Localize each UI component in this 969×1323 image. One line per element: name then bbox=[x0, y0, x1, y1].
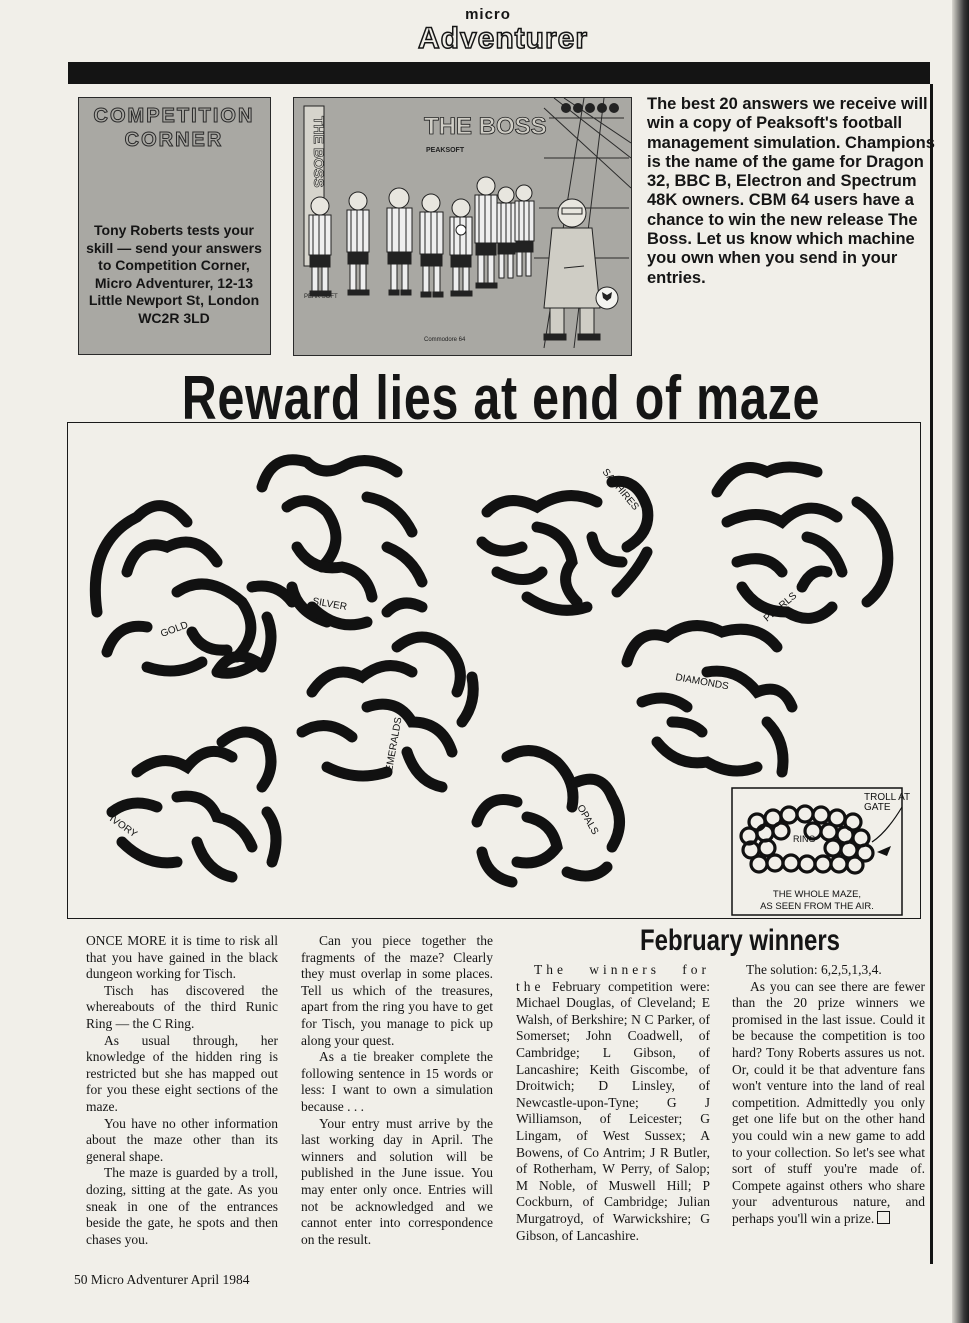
label-opals: OPALS bbox=[574, 803, 601, 837]
inset-caption-2: AS SEEN FROM THE AIR. bbox=[760, 901, 874, 912]
competition-corner-text: Tony Roberts tests your skill — send your answers to Competition Corner, Micro Adventurer, 12-13 Little Newport St, London WC2R 3LD bbox=[86, 222, 262, 326]
the-boss-artwork bbox=[294, 98, 631, 355]
title-line-2: CORNER bbox=[124, 129, 224, 151]
label-gold: GOLD bbox=[159, 619, 190, 640]
inset-caption-1: THE WHOLE MAZE, bbox=[772, 889, 862, 900]
the-boss-illustration bbox=[293, 97, 632, 356]
article-paragraph: Tisch has discovered the whereabouts of the third Runic Ring — the C Ring. bbox=[86, 982, 278, 1031]
february-winners-heading: February winners bbox=[639, 924, 841, 957]
maze-gold bbox=[95, 506, 292, 674]
winners-list: February competition were: Michael Douglas, of Cleveland; E Walsh, of Berkshire; N C Parker, of Somerset; John Coadwell, of Cambridge; L Gibson, of Lancashire; Keith Giscombe, of Droitwich; D Linsley, of Newcastle-upon-Tyne; G J Williamson, of Leicester; G Lingam, of West Sussex; A Bowens, of Co Antrim; J R Butler, of Rotherham, W Perry, of Salop; M Noble, of Muswell Hill; P Cockburn, of Cambridge; Julian Murgatroyd, of Warwickshire; G Gibson, of Lancashire. bbox=[516, 978, 711, 1243]
winners-intro: The winners for the bbox=[516, 962, 710, 994]
maze-ivory bbox=[112, 732, 276, 877]
article-column-1 bbox=[86, 933, 278, 1248]
closing-text: As you can see there are fewer than the 20 prize winners we promised in the last issue. Could it be because the competition is too hard? Tony Roberts assures us not. Or, could it be that adventure fans won't venture into the land of real competition. Admittedly you only get one life but on the other hand you could win a new game to add to your collection. So let's see what sort of stuff you're made of. Compete against others who share your adventurous nature, and perhaps you'll win a prize. bbox=[732, 978, 925, 1226]
prize-description: The best 20 answers we receive will win a copy of Peaksoft's football management simulation. Champions is the name of the game for Dragon 32, BBC B, Electron and Spectrum 48K owners. CBM 64 users have a chance to win the new release The Boss. Let us know which machine you own when you send in your entries. bbox=[647, 95, 935, 287]
masthead-logo: Adventurer bbox=[418, 22, 589, 55]
article-paragraph: Can you piece together the fragments of the maze? Clearly they must overlap in some places. Tell us which of the treasures, apart from the ring you have to get for Tisch, you manage to pick up along your quest. bbox=[301, 933, 493, 1048]
article-paragraph: The maze is guarded by a troll, dozing, sitting at the gate. As you sneak in one of the entrances beside the gate, he spots and then chases you. bbox=[86, 1165, 278, 1247]
maze-pearls bbox=[717, 467, 888, 618]
top-rule bbox=[68, 62, 930, 84]
masthead-micro: micro bbox=[465, 6, 511, 23]
label-pearls: PEARLS bbox=[761, 590, 800, 625]
boss-title: THE BOSS bbox=[424, 113, 547, 140]
sign-commodore: Commodore 64 bbox=[424, 337, 466, 343]
maze-opals bbox=[477, 751, 620, 882]
article-column-2 bbox=[301, 933, 493, 1248]
winners-column bbox=[516, 962, 710, 1244]
article-paragraph: Your entry must arrive by the last working day in April. The winners and solution will be published in the June issue. You may enter only once. Entries will not be acknowledged and we cannot enter into correspondence on the result. bbox=[301, 1115, 493, 1247]
article-paragraph: As usual through, her knowledge of the hidden ring is restricted but she has mapped out for you these eight sections of the maze. bbox=[86, 1032, 278, 1114]
maze-diamonds bbox=[627, 626, 792, 772]
sign-peaksoft: PEAK SOFT bbox=[304, 294, 338, 300]
boss-publisher: PEAKSOFT bbox=[426, 147, 465, 154]
label-diamonds: DIAMONDS bbox=[674, 672, 730, 693]
competition-corner-title bbox=[86, 104, 262, 152]
headline: Reward lies at end of maze bbox=[181, 364, 821, 433]
boss-vertical-title: THE BOSS bbox=[311, 116, 327, 188]
article-paragraph: ONCE MORE it is time to risk all that you have gained in the black dungeon working for Tisch. bbox=[86, 933, 278, 982]
label-emeralds: EMERALDS bbox=[384, 716, 405, 773]
page-edge-shadow bbox=[952, 0, 969, 1323]
whole-maze-inset bbox=[732, 788, 910, 915]
label-ivory: IVORY bbox=[107, 813, 139, 841]
label-saphires: SAPHIRES bbox=[599, 466, 641, 513]
ring-label: RING bbox=[793, 834, 816, 844]
troll-label-2: GATE bbox=[864, 802, 891, 813]
troll-label-1: TROLL AT bbox=[864, 792, 911, 803]
end-mark-icon bbox=[877, 1211, 890, 1224]
article-paragraph: You have no other information about the maze other than its general shape. bbox=[86, 1115, 278, 1164]
solution: The solution: 6,2,5,1,3,4. bbox=[746, 962, 882, 977]
article-paragraph: As a tie breaker complete the following sentence in 15 words or less: I want to own a simulation because . . . bbox=[301, 1049, 493, 1114]
solution-column bbox=[732, 962, 925, 1228]
maze-fragments bbox=[67, 422, 919, 917]
page-footer: 50 Micro Adventurer April 1984 bbox=[74, 1272, 250, 1287]
label-silver: SILVER bbox=[311, 596, 348, 614]
title-line-1: COMPETITION bbox=[93, 105, 255, 127]
football-icon bbox=[596, 287, 618, 309]
